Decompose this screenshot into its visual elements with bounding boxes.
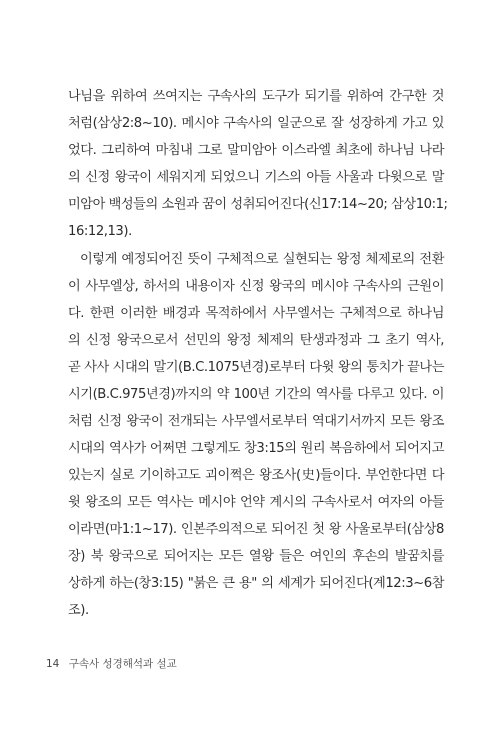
paragraph-2-line-1: 이렇게 예정되어진 뜻이 구체적으로 실현되는 왕정 체제로의 전환 bbox=[80, 252, 444, 267]
paragraph-1-line-4: 의 신정 왕국이 세워지게 되었으니 기스의 아들 사울과 다윗으로 말 bbox=[68, 170, 444, 185]
paragraph-2-line-3: 다. 한편 이러한 배경과 목적하에서 사무엘서는 구체적으로 하나님 bbox=[68, 306, 444, 321]
paragraph-2-line-11: 이라면(마1:1~17). 인본주의적으로 되어진 첫 왕 사울로부터(삼상8 bbox=[68, 522, 444, 537]
paragraph-2-line-7: 처럼 신정 왕국이 전개되는 사무엘서로부터 역대기서까지 모든 왕조 bbox=[68, 414, 444, 429]
paragraph-2-line-12: 장) 북 왕국으로 되어지는 모든 열왕 들은 여인의 후손의 발꿈치를 bbox=[68, 549, 444, 564]
paragraph-2-line-9: 있는지 실로 기이하고도 괴이쩍은 왕조사(史)들이다. 부언한다면 다 bbox=[68, 468, 444, 483]
page-footer bbox=[46, 656, 177, 671]
paragraph-2-line-10: 윗 왕조의 모든 역사는 메시야 언약 계시의 구속사로서 여자의 아들 bbox=[68, 495, 444, 510]
paragraph-2-line-5: 곧 사사 시대의 말기(B.C.1075년경)로부터 다윗 왕의 통치가 끝나는 bbox=[68, 360, 444, 375]
paragraph-2-line-2: 이 사무엘상, 하서의 내용이자 신정 왕국의 메시야 구속사의 근원이 bbox=[68, 279, 444, 294]
paragraph-2-line-4: 의 신정 왕국으로서 선민의 왕정 체제의 탄생과정과 그 초기 역사, bbox=[68, 333, 444, 348]
paragraph-2-line-8: 시대의 역사가 어쩌면 그렇게도 창3:15의 원리 복음하에서 되어지고 bbox=[68, 441, 444, 456]
page-number: 14 bbox=[46, 658, 60, 670]
paragraph-1-line-2: 처럼(삼상2:8~10). 메시야 구속사의 일군으로 잘 성장하게 가고 있 bbox=[68, 116, 444, 131]
paragraph-2-line-14: 조). bbox=[68, 603, 89, 618]
paragraph-1-line-5: 미암아 백성들의 소원과 꿈이 성취되어진다(신17:14~20; 삼상10:1; bbox=[68, 197, 448, 212]
running-title: 구속사 성경해석과 설교 bbox=[68, 658, 177, 670]
paragraph-1-line-6: 16:12,13). bbox=[68, 224, 132, 239]
paragraph-2-line-13: 상하게 하는(창3:15) "붉은 큰 용" 의 세계가 되어진다(계12:3~6참 bbox=[68, 576, 444, 591]
paragraph-1-line-1: 나님을 위하여 쓰여지는 구속사의 도구가 되기를 위하여 간구한 것 bbox=[68, 89, 444, 104]
paragraph-2-line-6: 시기(B.C.975년경)까지의 약 100년 기간의 역사를 다루고 있다. 이 bbox=[68, 387, 444, 402]
paragraph-1-line-3: 었다. 그리하여 마침내 그로 말미암아 이스라엘 최초에 하나님 나라 bbox=[68, 143, 444, 158]
